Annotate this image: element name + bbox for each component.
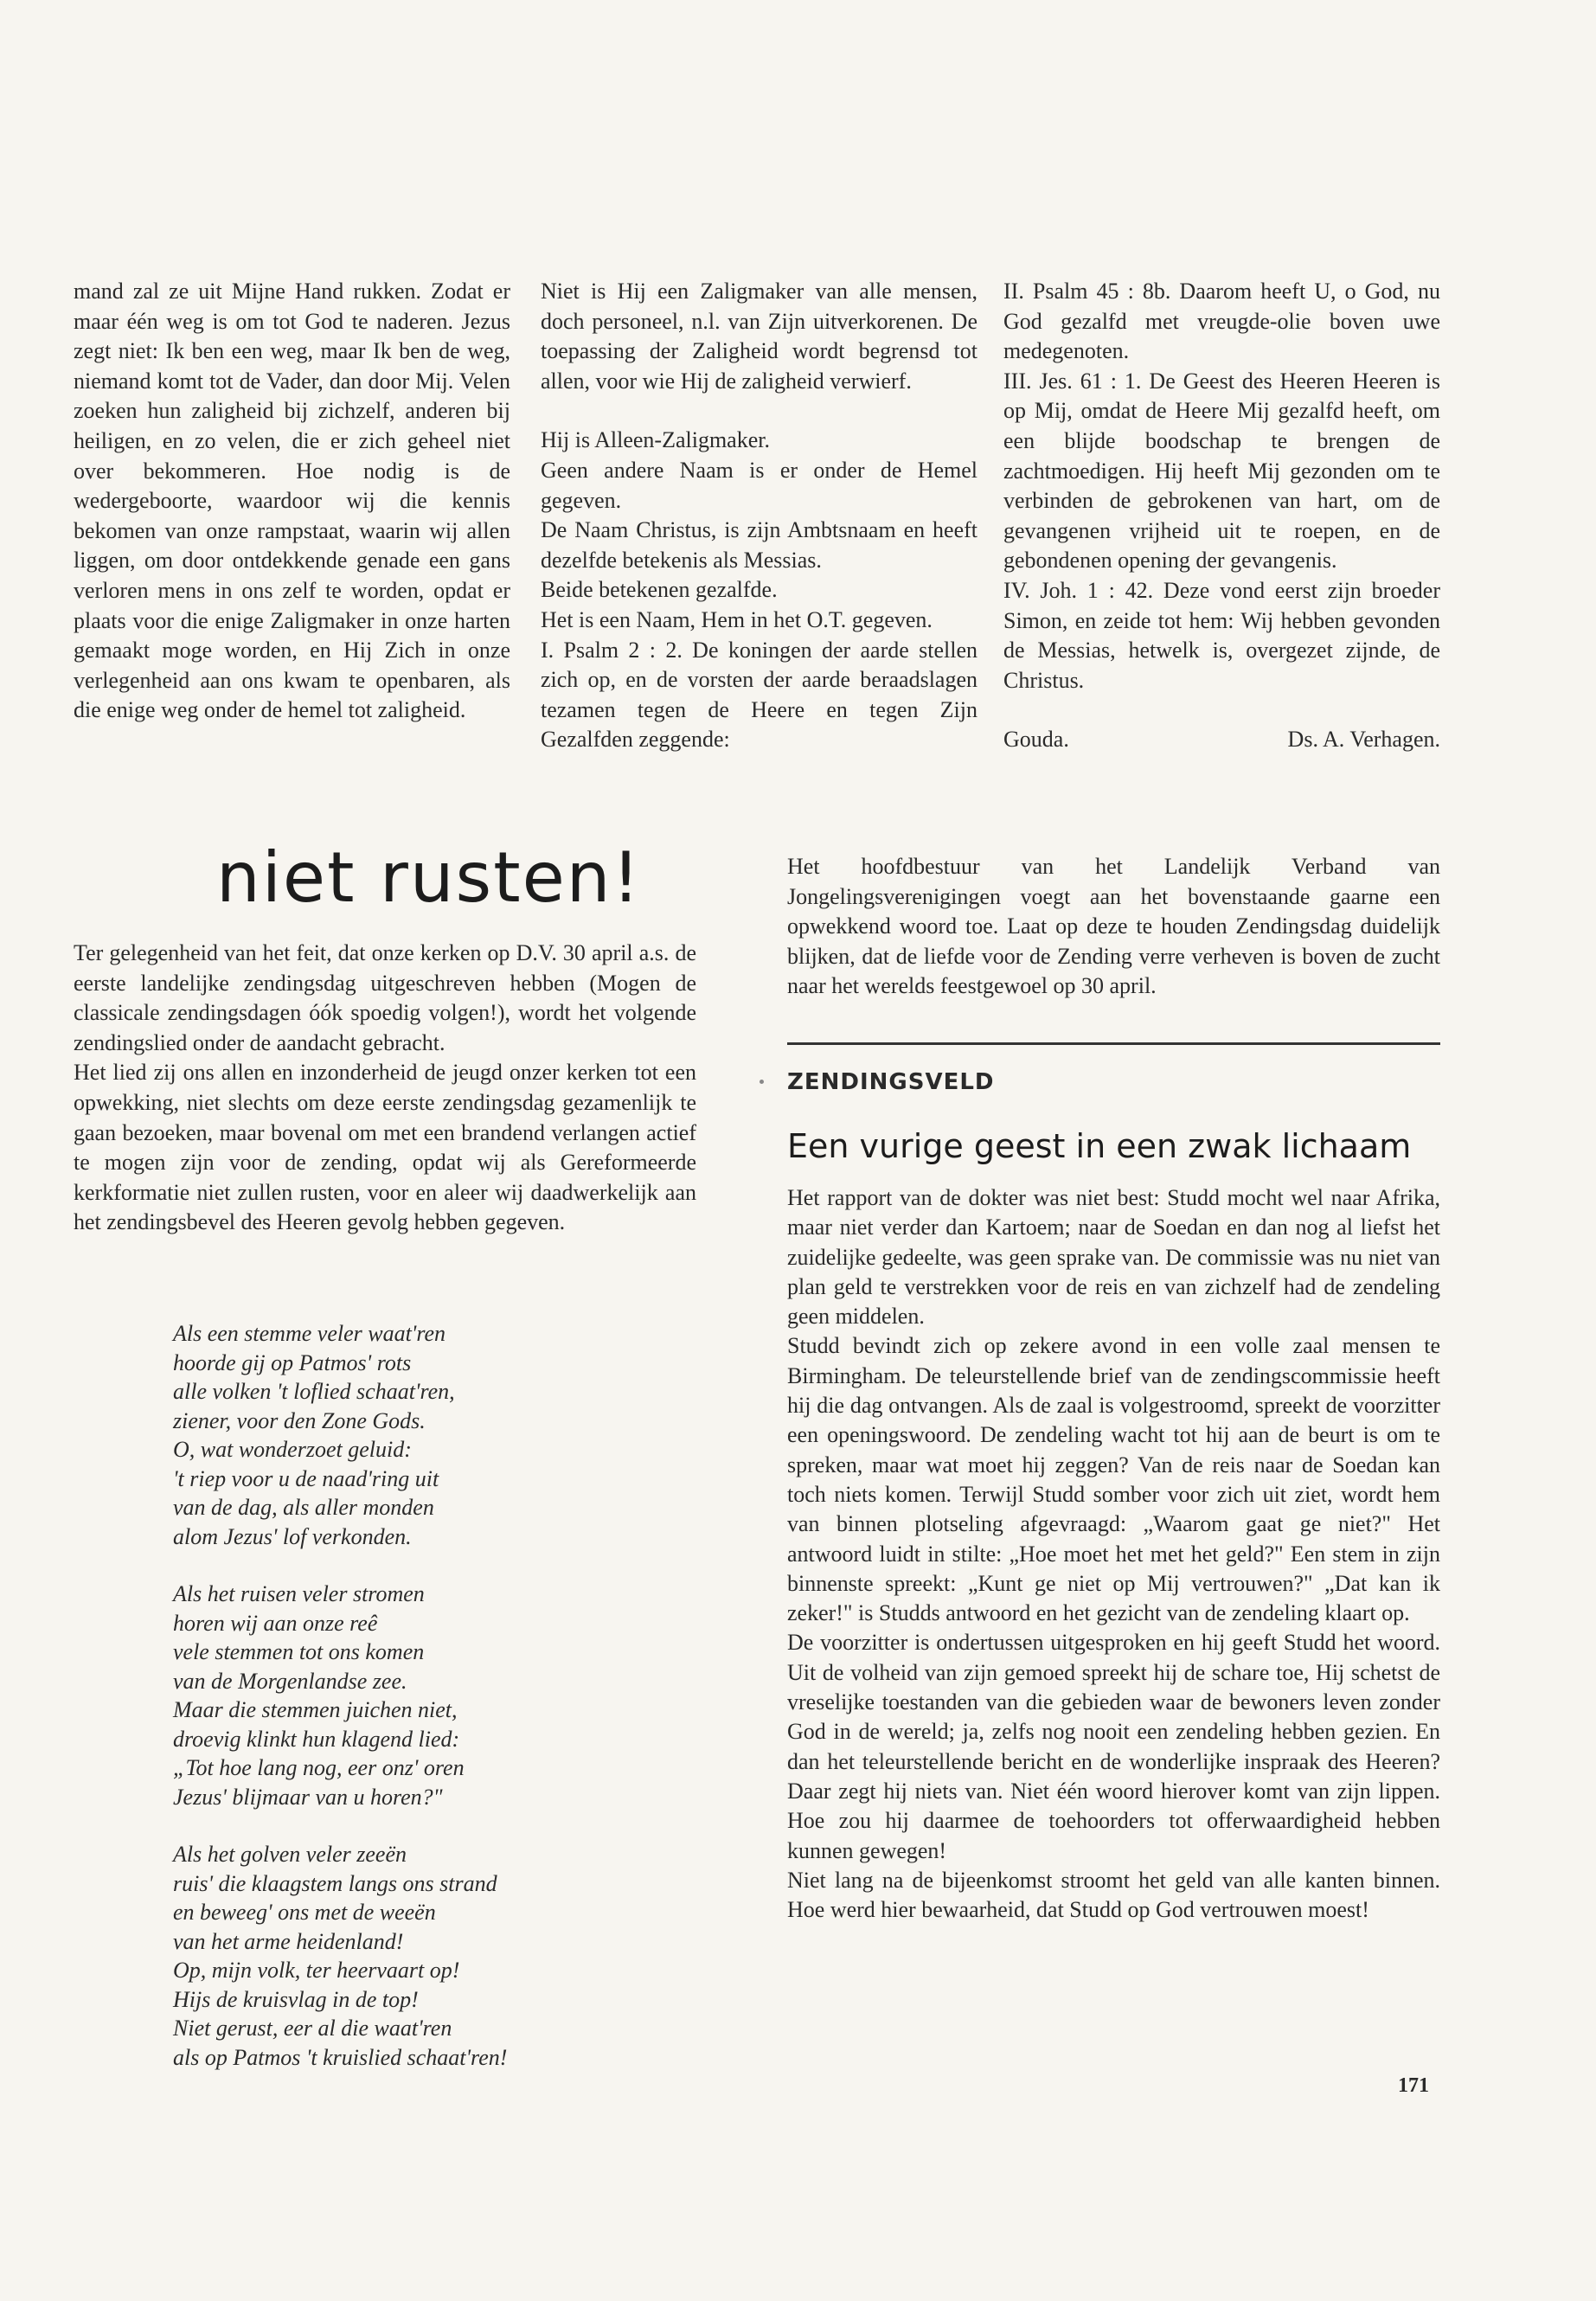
- article-paragraph-3: De voorzitter is ondertussen uitgesproken en hij geeft Studd het woord. Uit de volheid van zijn gemoed spreekt hij de schare toe, Hij schetst de vreselijke toestanden van die gebieden waar de bewoners leven zonder God in de wereld; ja, zelfs nog nooit een zendeling hebben gezien. En dan het teleurstellende bericht en de wonderlijke inspraak des Heeren? Daar zegt hij niets van. Niet één woord hierover komt van zijn lippen. Hoe zou hij daarmee de toehoorders tot offerwaardigheid hebben kunnen gewegen!: [787, 1630, 1440, 1863]
- article-paragraph-2: Studd bevindt zich op zekere avond in een volle zaal mensen te Birmingham. De teleurstellende brief van de zendingscommissie heeft hij die dag ontvangen. Als de zaal is volgestroomd, spreekt de voorzitter een openingswoord. De zendeling wacht tot hij aan de beurt is om te spreken, maar wat moet hij zeggen? Van de reis naar de Soedan kan toch niets komen. Terwijl Studd somber voor zich uit ziet, wordt hem van binnen plotseling afgevraagd: „Waarom gaat ge niet?" Het antwoord luidt in stilte: „Hoe moet het met het geld?" Een stem in zijn binnenste spreekt: „Kunt ge niet op Mij vertrouwen?" „Dat kan ik zeker!" is Studds antwoord en het gezicht van de zendeling klaart op.: [787, 1333, 1440, 1626]
- niet-rusten-title: niet rusten!: [216, 837, 642, 918]
- poem-line: en beweeg' ons met de weeën: [173, 1900, 436, 1925]
- column-2-line-geen-andere-naam: Geen andere Naam is er onder de Hemel gegeven.: [541, 457, 977, 513]
- poem-line: O, wat wonderzoet geluid:: [173, 1437, 412, 1462]
- poem-line: alom Jezus' lof verkonden.: [173, 1523, 412, 1549]
- poem-line: Als een stemme veler waat'ren: [173, 1321, 446, 1346]
- poem-line: van het arme heidenland!: [173, 1928, 404, 1954]
- column-2-line-ot: Het is een Naam, Hem in het O.T. gegeven.: [541, 606, 933, 632]
- signature-line: [1003, 725, 1440, 755]
- signature-place: Gouda.: [1003, 727, 1069, 753]
- poem-line: Als het ruisen veler stromen: [173, 1581, 425, 1606]
- bullet-dot: [760, 1080, 764, 1084]
- column-3-jes-61: III. Jes. 61 : 1. De Geest des Heeren Heeren is op Mij, omdat de Heere Mij gezalfd heeft, om een blijde boodschap te brengen de zachtmoedigen. Hij heeft Mij gezonden om te verbinden de gebrokenen van hart, om de gevangenen vrijheid uit te roepen, en de gebondenen opening der gevangenis.: [1003, 368, 1440, 574]
- paragraph-gap: [541, 396, 977, 426]
- landelijk-verband-paragraph: Het hoofdbestuur van het Landelijk Verband van Jongelingsverenigingen voegt aan het bovenstaande gaarne een opwekkend woord toe. Laat op deze te houden Zendingsdag duidelijk blijken, dat de liefde voor de Zending verre verheven is boven de zucht naar het werelds feestgewoel op 30 april.: [787, 854, 1440, 999]
- poem-line: hoorde gij op Patmos' rots: [173, 1349, 412, 1375]
- poem-line: vele stemmen tot ons komen: [173, 1639, 425, 1664]
- poem-line: van de dag, als aller monden: [173, 1495, 434, 1520]
- poem-stanza-2: [173, 1580, 692, 1811]
- poem-line: Niet gerust, eer al die waat'ren: [173, 2016, 452, 2041]
- column-2-paragraph-1: Niet is Hij een Zaligmaker van alle mensen, doch personeel, n.l. van Zijn uitverkorenen. De toepassing der Zaligheid wordt begrensd tot allen, voor wie Hij de zaligheid verwierf.: [541, 279, 977, 394]
- section-kicker: ZENDINGSVELD: [787, 1069, 995, 1095]
- article-paragraph-1: Het rapport van de dokter was niet best: Studd mocht wel naar Afrika, maar niet verder dan Kartoem; naar de Soedan en dan nog al liefst het zuidelijke gedeelte, was geen sprake van. De commissie was nu niet van plan geld te verstrekken voor de reis en van zichzelf had de zendeling geen middelen.: [787, 1185, 1440, 1330]
- zendingslied-poem: [173, 1319, 692, 2100]
- column-2-text: [541, 277, 977, 755]
- poem-line: Maar die stemmen juichen niet,: [173, 1697, 458, 1722]
- article-body: [787, 1183, 1440, 1925]
- poem-line: alle volken 't loflied schaat'ren,: [173, 1379, 455, 1404]
- column-3-text: [1003, 277, 1440, 755]
- column-2-line-naam-christus: De Naam Christus, is zijn Ambtsnaam en heeft dezelfde betekenis als Messias.: [541, 517, 977, 573]
- poem-stanza-1: [173, 1319, 692, 1551]
- column-2-line-psalm-2: I. Psalm 2 : 2. De koningen der aarde stellen zich op, en de vorsten der aarde beraadslagen tezamen tegen de Heere en tegen Zijn Gezalfden zeggende:: [541, 637, 977, 753]
- poem-line: ruis' die klaagstem langs ons strand: [173, 1870, 497, 1896]
- poem-line: „Tot hoe lang nog, eer onz' oren: [173, 1755, 465, 1780]
- niet-rusten-intro: [74, 939, 696, 1238]
- poem-line: ziener, voor den Zone Gods.: [173, 1407, 426, 1433]
- article-paragraph-4: Niet lang na de bijeenkomst stroomt het geld van alle kanten binnen. Hoe werd hier bewaarheid, dat Studd op God vertrouwen moest!: [787, 1867, 1440, 1923]
- poem-line: horen wij aan onze reê: [173, 1610, 378, 1636]
- column-1-paragraph: mand zal ze uit Mijne Hand rukken. Zodat er maar één weg is om tot God te naderen. Jezus zegt niet: Ik ben een weg, maar Ik ben de weg, niemand komt tot de Vader, dan door Mij. Velen zoeken hun zaligheid bij zichzelf, anderen bij heiligen, en zo velen, die er zich geheel niet over bekommeren. Hoe nodig is de wedergeboorte, waardoor wij die kennis bekomen van onze rampstaat, waarin wij allen liggen, om door ontdekkende genade een gans verloren mens in ons zelf te worden, opdat er plaats voor die enige Zaligmaker in onze harten gemaakt moge worden, en Hij Zich in onze verlegenheid aan ons kwam te openbaren, als die enige weg onder de hemel tot zaligheid.: [74, 279, 510, 723]
- niet-rusten-paragraph-2: Het lied zij ons allen en inzonderheid de jeugd onzer kerken tot een opwekking, niet slechts om deze eerste zendingsdag gezamenlijk te gaan bezoeken, maar bovenal om met een brandend verlangen actief te mogen zijn voor de zending, opdat wij als Gereformeerde kerkformatie niet zullen rusten, voor en aleer wij daadwerkelijk aan het zendingsbevel des Heeren gevolg hebben gegeven.: [74, 1060, 696, 1235]
- niet-rusten-paragraph-1: Ter gelegenheid van het feit, dat onze kerken op D.V. 30 april a.s. de eerste landelijke zendingsdag uitgeschreven hebben (Mogen de classicale zendingsdagen óók spoedig volgen!), wordt het volgende zendingslied onder de aandacht gebracht.: [74, 940, 696, 1055]
- signature-author: Ds. A. Verhagen.: [1287, 727, 1440, 753]
- poem-line: als op Patmos 't kruislied schaat'ren!: [173, 2044, 508, 2070]
- landelijk-verband-note: [787, 852, 1440, 1002]
- column-3-psalm-45: II. Psalm 45 : 8b. Daarom heeft U, o God, nu God gezalfd met vreugde-olie boven uwe medegenoten.: [1003, 279, 1440, 364]
- column-2-line-beide: Beide betekenen gezalfde.: [541, 577, 778, 603]
- column-1-continued-text: [74, 277, 510, 726]
- page-number: 171: [1398, 2074, 1429, 2097]
- poem-line: 't riep voor u de naad'ring uit: [173, 1465, 439, 1491]
- column-2-line-alleen-zaligmaker: Hij is Alleen-Zaligmaker.: [541, 427, 770, 453]
- column-3-joh-1: IV. Joh. 1 : 42. Deze vond eerst zijn broeder Simon, en zeide tot hem: Wij hebben gevonden de Messias, hetwelk is, overgezet zijnde, de Christus.: [1003, 577, 1440, 693]
- poem-line: Als het golven veler zeeën: [173, 1842, 407, 1867]
- article-headline: Een vurige geest in een zwak lichaam: [787, 1127, 1412, 1165]
- poem-line: Op, mijn volk, ter heervaart op!: [173, 1958, 460, 1983]
- poem-line: droevig klinkt hun klagend lied:: [173, 1726, 460, 1752]
- poem-line: van de Morgenlandse zee.: [173, 1668, 407, 1694]
- poem-line: Jezus' blijmaar van u horen?": [173, 1784, 443, 1810]
- poem-stanza-3: [173, 1840, 692, 2072]
- poem-line: Hijs de kruisvlag in de top!: [173, 1986, 419, 2012]
- section-divider: [787, 1042, 1440, 1045]
